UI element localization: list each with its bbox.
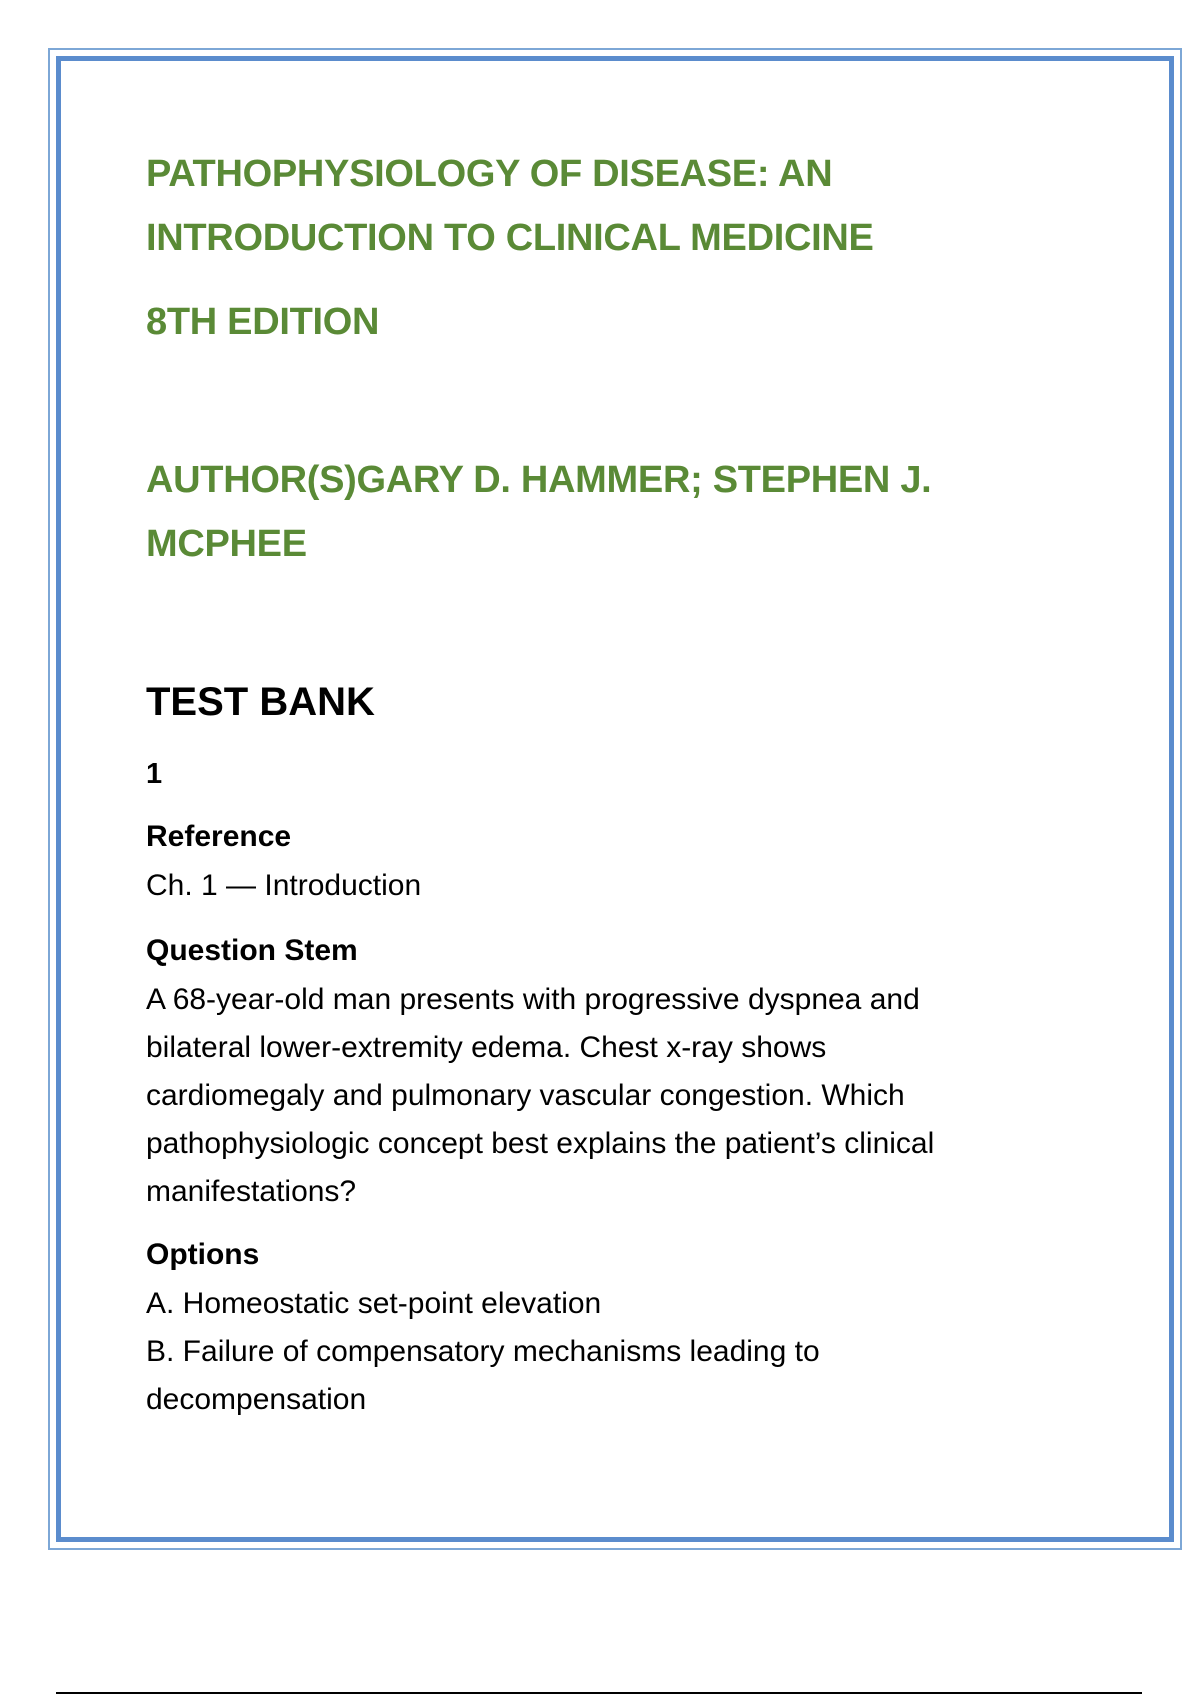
reference-value: Ch. 1 — Introduction [146,869,422,902]
bottom-divider [56,1692,1142,1694]
authors-line-1: AUTHOR(S)GARY D. HAMMER; STEPHEN J. [146,459,932,501]
book-title-line-2: INTRODUCTION TO CLINICAL MEDICINE [146,217,874,259]
book-title-line-1: PATHOPHYSIOLOGY OF DISEASE: AN [146,153,833,195]
book-title [146,142,1046,270]
option-a: A. Homeostatic set-point elevation [146,1287,602,1320]
authors-block [146,448,1046,576]
stem-line: manifestations? [146,1175,357,1208]
edition-label: 8TH EDITION [146,301,380,343]
stem-line: A 68-year-old man presents with progressive dyspnea and [146,983,920,1016]
option-b-continued: decompensation [146,1383,367,1416]
option-b: B. Failure of compensatory mechanisms leading to [146,1335,820,1368]
question-stem-text [146,976,1056,1216]
stem-line: bilateral lower-extremity edema. Chest x-ray shows [146,1031,827,1064]
stem-line: cardiomegaly and pulmonary vascular congestion. Which [146,1079,905,1112]
reference-label: Reference [146,820,292,853]
authors-line-2: MCPHEE [146,523,307,565]
options-list [146,1280,1006,1424]
question-stem-label: Question Stem [146,934,358,967]
options-label: Options [146,1238,260,1271]
test-bank-heading: TEST BANK [146,680,375,724]
stem-line: pathophysiologic concept best explains the patient’s clinical [146,1127,935,1160]
question-number: 1 [146,758,163,790]
